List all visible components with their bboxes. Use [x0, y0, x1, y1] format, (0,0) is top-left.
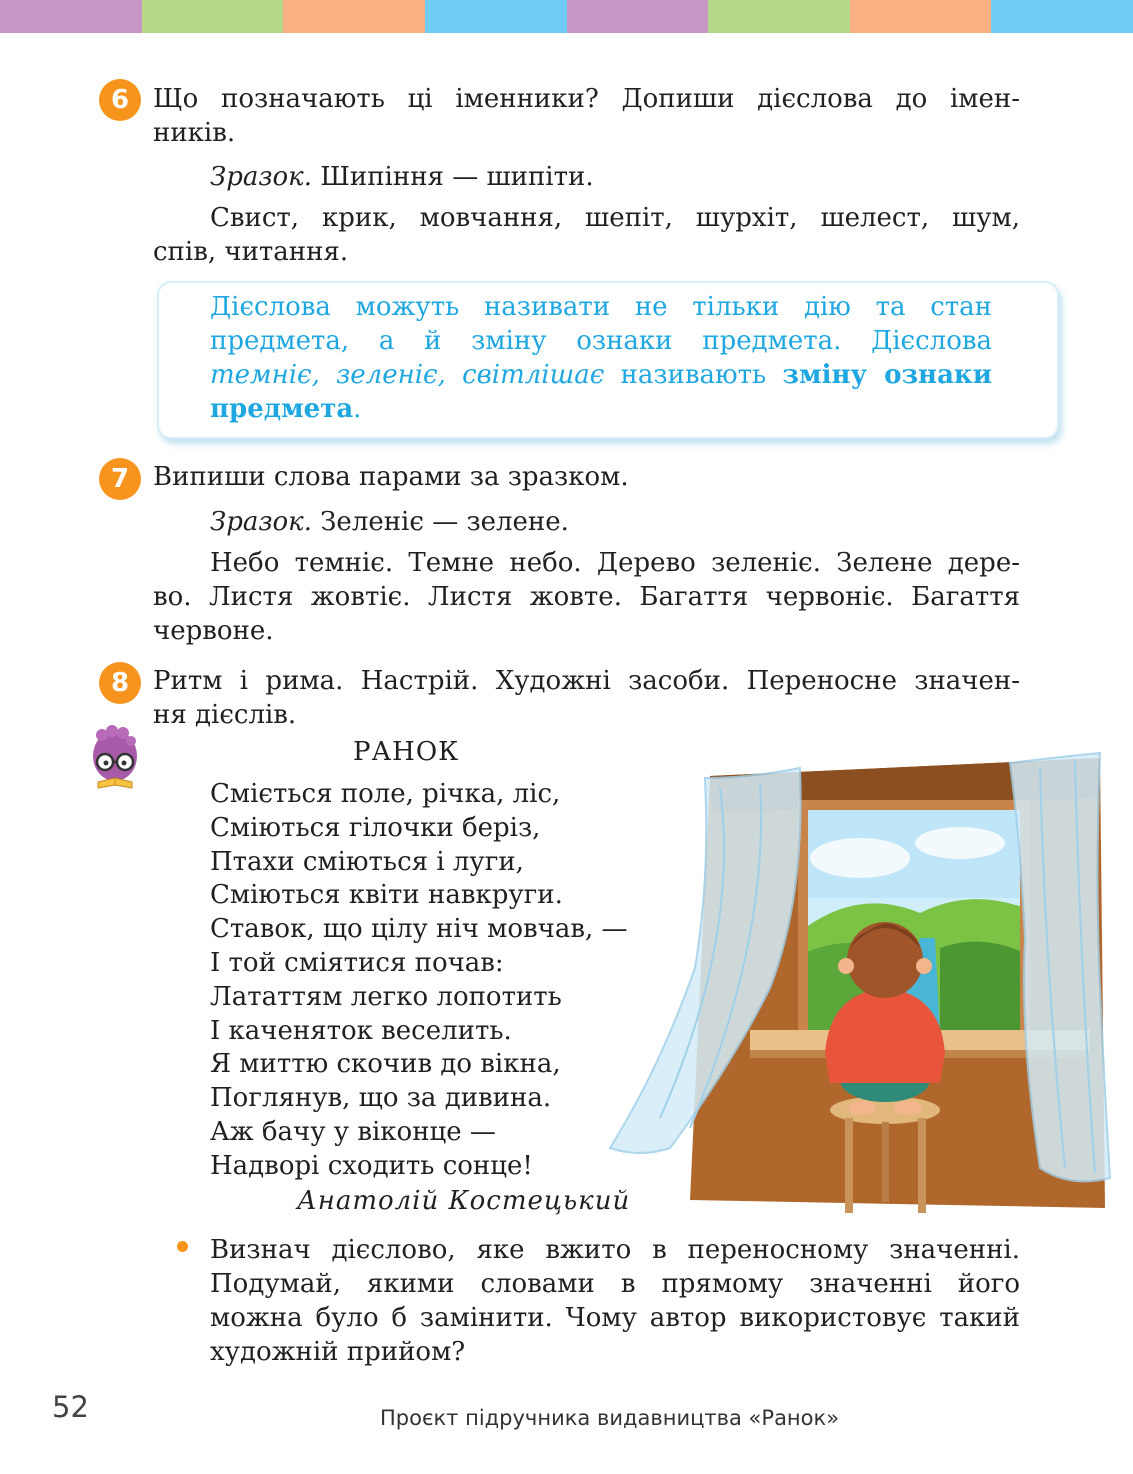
poem-line: Надворі сходить сонце! — [210, 1150, 533, 1181]
page-number: 52 — [52, 1390, 89, 1424]
bar-segment — [425, 0, 567, 33]
task-6-example — [210, 160, 594, 194]
task-8-question — [210, 1233, 1020, 1369]
top-color-bar — [0, 0, 1133, 33]
boy-at-window-illustration — [600, 738, 1112, 1224]
task-8-prompt — [153, 664, 1020, 698]
poem-line: Сміються квіти навкруги. — [210, 880, 563, 911]
task-6-example-text: Шипіння — шипіти. — [311, 162, 594, 192]
rule-line3-middle: називають — [604, 360, 783, 390]
task-8-number: 8 — [99, 662, 141, 704]
task-8-prompt-line2: ня дієслів. — [153, 700, 297, 730]
task-8-prompt-line1: Ритм і рима. Настрій. Художні засоби. Переносне значен- — [153, 666, 1020, 696]
poem-author: Анатолій Костецький — [297, 1186, 631, 1216]
rule-line1: Дієслова можуть називати не тільки дію та стан — [210, 292, 992, 322]
task-7-text — [153, 546, 1020, 614]
question-line: художній прийом? — [210, 1337, 466, 1367]
bar-segment — [142, 0, 284, 33]
task-6-example-label: Зразок. — [210, 162, 312, 192]
question-line: можна було б замінити. Чому автор використовує такий — [210, 1303, 1020, 1333]
poem-title: РАНОК — [353, 737, 460, 767]
task-6-words-line2: спів, читання. — [153, 237, 349, 267]
poem-line: Ставок, що цілу ніч мовчав, — — [210, 914, 628, 945]
rule-line2: предмета, а й зміну ознаки предмета. Дієслова — [210, 326, 992, 356]
task-7-prompt: Випиши слова парами за зразком. — [153, 462, 629, 492]
poem-line: Поглянув, що за дивина. — [210, 1083, 552, 1114]
task-7-example-text: Зеленіє — зелене. — [311, 507, 569, 537]
question-line: Подумай, якими словами в прямому значенні його — [210, 1269, 1020, 1299]
task-6-prompt — [153, 82, 1020, 116]
bar-segment — [850, 0, 992, 33]
bar-segment — [708, 0, 850, 33]
task-7-number: 7 — [99, 458, 141, 500]
bar-segment — [567, 0, 709, 33]
poem-line: Сміються гілочки беріз, — [210, 812, 541, 843]
poem-line: І той сміятися почав: — [210, 947, 504, 978]
task-6-words-line1: Свист, крик, мовчання, шепіт, шурхіт, шелест, шум, — [210, 203, 1020, 233]
task-7-text-line3: червоне. — [153, 616, 274, 646]
poem-line: І каченяток веселить. — [210, 1015, 512, 1046]
task-6-prompt-line2: ників. — [153, 118, 236, 148]
question-bullet — [177, 1241, 188, 1252]
footer-text: Проєкт підручника видавництва «Ранок» — [380, 1406, 840, 1430]
bar-segment — [0, 0, 142, 33]
rule-example-verbs: темніє, зеленіє, світлішає — [210, 360, 605, 390]
task-7-text-line2: во. Листя жовтіє. Листя жовте. Багаття червоніє. Багаття — [153, 582, 1020, 612]
poem — [210, 778, 628, 1184]
question-line: Визнач дієслово, яке вжито в переносному значенні. — [210, 1235, 1020, 1265]
poem-line: Аж бачу у віконце — — [210, 1116, 496, 1147]
task-7-example — [210, 505, 569, 539]
rule-line3-bold: зміну ознаки — [782, 360, 992, 390]
reader-mascot-icon — [88, 724, 142, 794]
poem-line: Сміється поле, річка, ліс, — [210, 779, 561, 809]
rule-text — [210, 290, 992, 426]
rule-line4-end: . — [353, 394, 362, 424]
bar-segment — [283, 0, 425, 33]
task-6-prompt-line1: Що позначають ці іменники? Допиши дієслова до імен- — [153, 84, 1020, 114]
rule-line4 — [210, 392, 992, 426]
task-7-example-label: Зразок. — [210, 507, 312, 537]
task-7-text-line1: Небо темніє. Темне небо. Дерево зеленіє. Зелене дере- — [210, 548, 1020, 578]
bar-segment — [991, 0, 1133, 33]
poem-line: Птахи сміються і луги, — [210, 846, 524, 877]
rule-line4-bold: предмета — [210, 394, 354, 424]
rule-line3 — [210, 358, 992, 392]
task-6-words — [210, 201, 1020, 235]
poem-line: Я миттю скочив до вікна, — [210, 1049, 561, 1080]
poem-line: Лататтям легко лопотить — [210, 981, 562, 1012]
task-6-number: 6 — [99, 79, 141, 121]
